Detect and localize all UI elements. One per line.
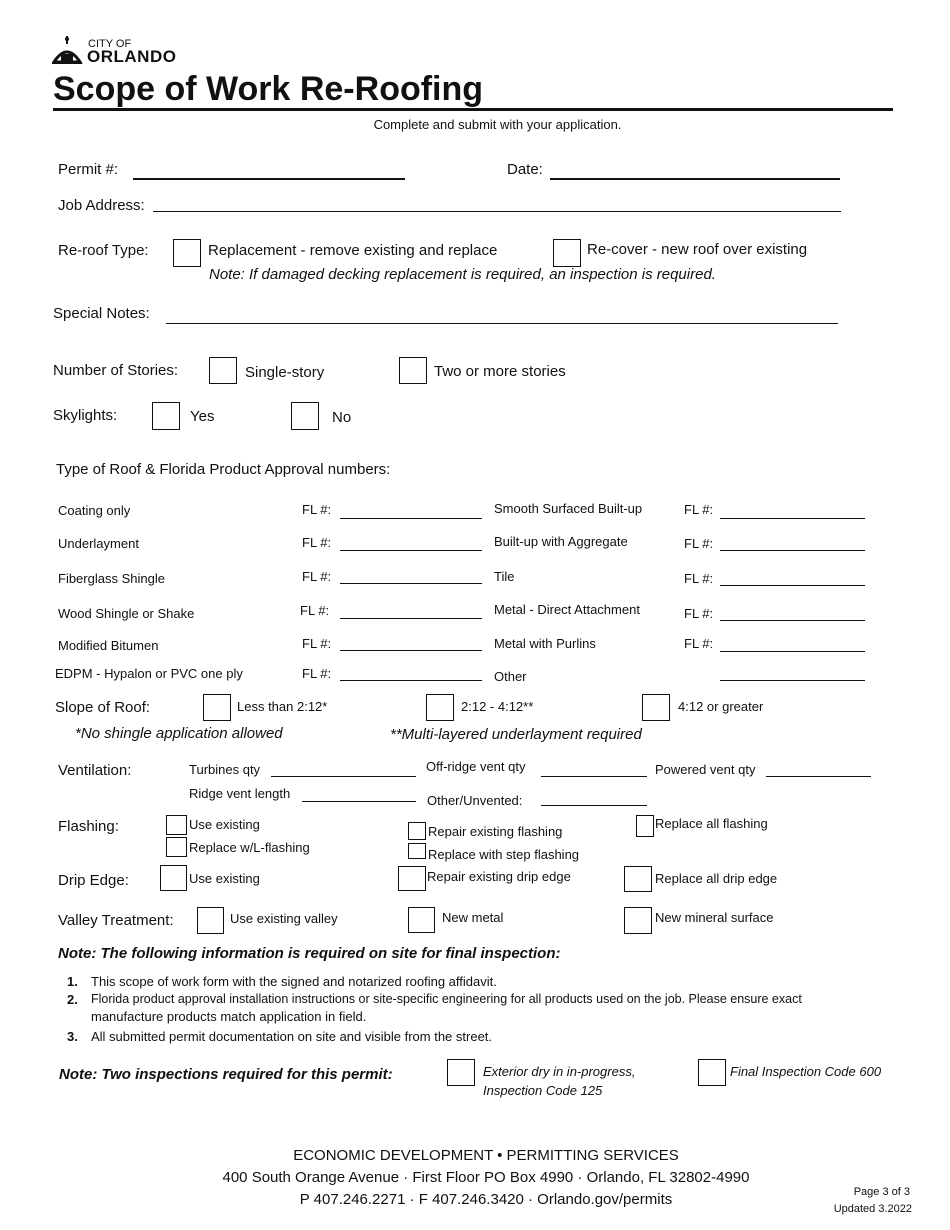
footer-address: 400 South Orange Avenue · First Floor PO Box 4990 · Orlando, FL 32802-4990 (222, 1169, 750, 1186)
roof-right-4: Metal - Direct Attachment (494, 602, 640, 617)
roof-left-1: Coating only (58, 503, 131, 518)
final-item-2-text2: manufacture products match application in field. (91, 1009, 367, 1024)
subtitle: Complete and submit with your application. (373, 117, 622, 132)
final-item-2-num: 2. (67, 992, 78, 1007)
roof-right-1: Smooth Surfaced Built-up (494, 501, 643, 516)
fl-label-r5: FL #: (684, 636, 714, 651)
permit-field[interactable] (133, 178, 405, 180)
ridge-label: Ridge vent length (189, 786, 291, 801)
flashing-existing-label: Use existing (189, 817, 260, 832)
single-story-label: Single-story (245, 364, 325, 381)
fl-label-l5: FL #: (302, 636, 332, 651)
slope-less-label: Less than 2:12* (237, 699, 328, 714)
fl-label-l1: FL #: (302, 502, 332, 517)
city-logo (52, 36, 192, 66)
flashing-existing-checkbox[interactable] (166, 815, 187, 835)
page-title: Scope of Work Re-Roofing (53, 70, 484, 108)
single-story-checkbox[interactable] (209, 357, 237, 384)
recover-label: Re-cover - new roof over existing (587, 241, 808, 258)
slope-greater-checkbox[interactable] (642, 694, 670, 721)
valley-existing-checkbox[interactable] (197, 907, 224, 934)
flashing-label: Flashing: (58, 818, 119, 835)
fl-field-r4[interactable] (720, 620, 865, 621)
date-field[interactable] (550, 178, 840, 180)
slope-greater-label: 4:12 or greater (678, 699, 764, 714)
turbines-field[interactable] (271, 776, 416, 777)
logo-city-of: CITY OF (88, 38, 132, 50)
inspections-label: Note: Two inspections required for this permit: (59, 1066, 393, 1083)
roof-right-5: Metal with Purlins (494, 636, 596, 651)
inspection-125-checkbox[interactable] (447, 1059, 475, 1086)
special-notes-field[interactable] (166, 323, 838, 324)
fl-label-l3: FL #: (302, 569, 332, 584)
fl-field-l5[interactable] (340, 650, 482, 651)
skylights-yes-checkbox[interactable] (152, 402, 180, 430)
fl-field-r5[interactable] (720, 651, 865, 652)
final-item-1-text: This scope of work form with the signed and notarized roofing affidavit. (91, 974, 497, 989)
roof-right-3: Tile (494, 569, 515, 584)
ridge-field[interactable] (302, 801, 416, 802)
fl-field-r2[interactable] (720, 550, 865, 551)
flashing-repair-label: Repair existing flashing (428, 824, 563, 839)
final-item-2-text: Florida product approval installation instructions or site-specific engineering for all products used on the job. Please ensure exact (91, 992, 802, 1006)
two-stories-checkbox[interactable] (399, 357, 427, 384)
roof-left-6: EDPM - Hypalon or PVC one ply (55, 666, 243, 681)
valley-mineral-checkbox[interactable] (624, 907, 652, 934)
roof-left-2: Underlayment (58, 536, 139, 551)
reroof-type-label: Re-roof Type: (58, 242, 149, 259)
drip-all-checkbox[interactable] (624, 866, 652, 892)
fl-label-l2: FL #: (302, 535, 332, 550)
title-rule (53, 108, 893, 111)
fl-label-r2: FL #: (684, 536, 714, 551)
offridge-label: Off-ridge vent qty (426, 759, 526, 774)
drip-repair-label: Repair existing drip edge (427, 869, 571, 884)
flashing-l-label: Replace w/L-flashing (189, 840, 310, 855)
decking-note: Note: If damaged decking replacement is required, an inspection is required. (209, 266, 716, 283)
logo-orlando: ORLANDO (87, 47, 177, 66)
footer-updated: Updated 3.2022 (833, 1203, 912, 1215)
fl-field-l3[interactable] (340, 583, 482, 584)
flashing-repair-checkbox[interactable] (408, 822, 426, 840)
fl-field-l2[interactable] (340, 550, 482, 551)
slope-less-checkbox[interactable] (203, 694, 231, 721)
roof-types-heading: Type of Roof & Florida Product Approval numbers: (56, 461, 391, 478)
drip-all-label: Replace all drip edge (655, 871, 778, 886)
offridge-field[interactable] (541, 776, 647, 777)
stories-label: Number of Stories: (53, 362, 179, 379)
final-item-3-num: 3. (67, 1029, 78, 1044)
fl-field-r3[interactable] (720, 585, 865, 586)
final-note-heading: Note: The following information is required on site for final inspection: (58, 945, 561, 962)
other-vent-label: Other/Unvented: (427, 793, 523, 808)
inspection-125-label-1: Exterior dry in in-progress, (483, 1064, 636, 1079)
drip-existing-label: Use existing (189, 871, 260, 886)
footer-page: Page 3 of 3 (853, 1186, 910, 1198)
powered-label: Powered vent qty (655, 762, 756, 777)
final-item-1-num: 1. (67, 974, 78, 989)
turbines-label: Turbines qty (189, 762, 261, 777)
drip-existing-checkbox[interactable] (160, 865, 187, 891)
fl-label-l4: FL #: (300, 603, 330, 618)
roof-right-2: Built-up with Aggregate (494, 534, 628, 549)
roof-left-4: Wood Shingle or Shake (58, 606, 195, 621)
skylights-label: Skylights: (53, 407, 118, 424)
other-vent-field[interactable] (541, 805, 647, 806)
slope-label: Slope of Roof: (55, 699, 151, 716)
replacement-checkbox[interactable] (173, 239, 201, 267)
fl-field-r1[interactable] (720, 518, 865, 519)
roof-left-5: Modified Bitumen (58, 638, 159, 653)
inspection-600-label: Final Inspection Code 600 (730, 1064, 882, 1079)
valley-mineral-label: New mineral surface (655, 910, 774, 925)
drip-repair-checkbox[interactable] (398, 866, 426, 891)
flashing-l-checkbox[interactable] (166, 837, 187, 857)
slope-mid-label: 2:12 - 4:12** (461, 699, 534, 714)
permit-label: Permit #: (58, 161, 119, 178)
valley-label: Valley Treatment: (58, 912, 174, 929)
skylights-no-checkbox[interactable] (291, 402, 319, 430)
two-stories-label: Two or more stories (434, 363, 566, 380)
valley-metal-label: New metal (442, 910, 504, 925)
flashing-all-checkbox[interactable] (636, 815, 654, 837)
fl-label-l6: FL #: (302, 666, 332, 681)
inspection-600-checkbox[interactable] (698, 1059, 726, 1086)
roof-right-6: Other (494, 669, 527, 684)
fl-label-r4: FL #: (684, 606, 714, 621)
fl-field-l6[interactable] (340, 680, 482, 681)
fl-label-r1: FL #: (684, 502, 714, 517)
fl-label-r3: FL #: (684, 571, 714, 586)
job-address-field[interactable] (153, 211, 841, 212)
skylights-no-label: No (332, 409, 352, 426)
job-address-label: Job Address: (58, 197, 145, 214)
fl-field-l4[interactable] (340, 618, 482, 619)
powered-field[interactable] (766, 776, 871, 777)
flashing-step-checkbox[interactable] (408, 843, 426, 859)
slope-note-1: *No shingle application allowed (75, 725, 283, 742)
valley-metal-checkbox[interactable] (408, 907, 435, 933)
flashing-step-label: Replace with step flashing (428, 847, 580, 862)
flashing-all-label: Replace all flashing (655, 816, 768, 831)
valley-existing-label: Use existing valley (230, 911, 338, 926)
inspection-125-label-2: Inspection Code 125 (483, 1083, 603, 1098)
drip-edge-label: Drip Edge: (58, 872, 129, 889)
city-hall-icon (52, 36, 86, 64)
roof-left-3: Fiberglass Shingle (58, 571, 165, 586)
ventilation-label: Ventilation: (58, 762, 132, 779)
final-item-3-text: All submitted permit documentation on site and visible from the street. (91, 1029, 493, 1044)
footer-department: ECONOMIC DEVELOPMENT • PERMITTING SERVICES (293, 1147, 679, 1164)
replacement-label: Replacement - remove existing and replace (208, 242, 498, 259)
skylights-yes-label: Yes (190, 408, 215, 425)
footer-contact: P 407.246.2271 · F 407.246.3420 · Orlando.gov/permits (299, 1191, 673, 1208)
slope-mid-checkbox[interactable] (426, 694, 454, 721)
slope-note-2: **Multi-layered underlayment required (390, 726, 642, 743)
fl-field-r6[interactable] (720, 680, 865, 681)
fl-field-l1[interactable] (340, 518, 482, 519)
recover-checkbox[interactable] (553, 239, 581, 267)
special-notes-label: Special Notes: (53, 305, 150, 322)
date-label: Date: (507, 161, 543, 178)
